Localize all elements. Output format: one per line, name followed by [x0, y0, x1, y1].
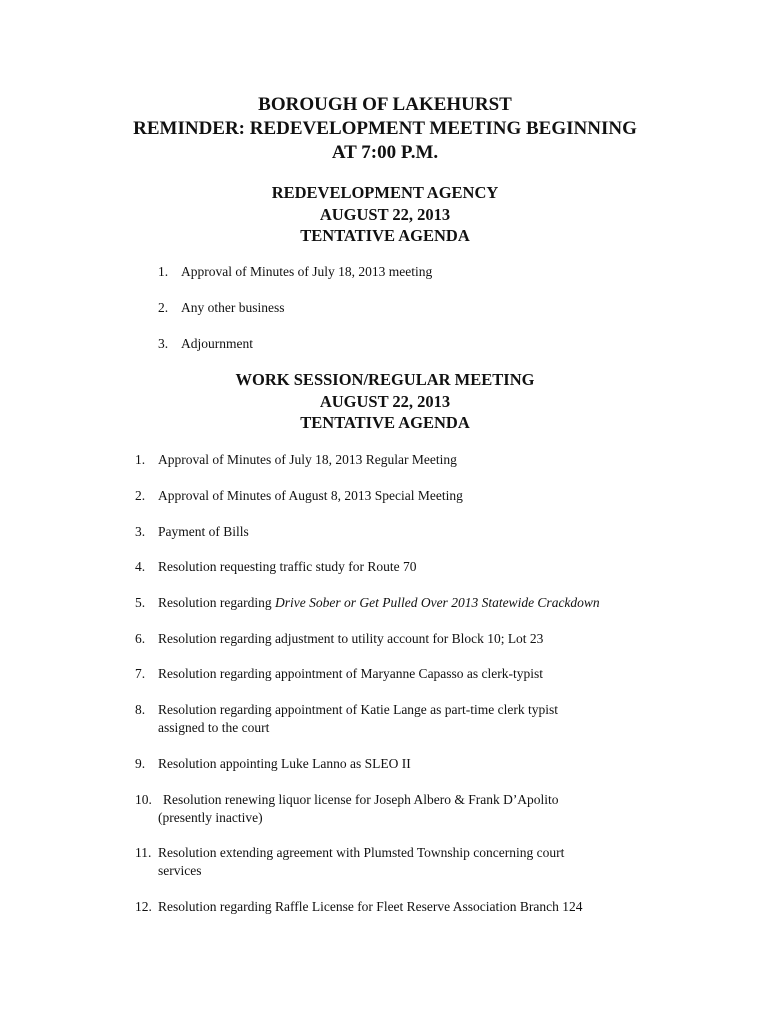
- item-number: 6.: [135, 631, 146, 646]
- item-number: 1.: [135, 452, 146, 467]
- item-text-continuation: services: [158, 863, 202, 878]
- title-line-2: REMINDER: REDEVELOPMENT MEETING BEGINNING: [133, 118, 637, 139]
- item-number: 8.: [135, 702, 146, 717]
- title-line-1: BOROUGH OF LAKEHURST: [258, 94, 512, 115]
- title-line-3: AT 7:00 P.M.: [331, 142, 439, 163]
- item-text: Resolution extending agreement with Plumsted Township concerning court: [158, 845, 565, 860]
- work-session-heading-line-3: TENTATIVE AGENDA: [300, 413, 470, 432]
- item-number: 3.: [135, 524, 146, 539]
- item-number: 11.: [135, 845, 152, 860]
- item-number: 2.: [135, 488, 146, 503]
- document-title: [0, 93, 770, 165]
- item-number: 12.: [135, 899, 152, 914]
- item-text: Resolution regarding appointment of Katie Lange as part-time clerk typist: [158, 702, 559, 717]
- item-number: 4.: [135, 559, 146, 574]
- redevelopment-heading-line-1: REDEVELOPMENT AGENCY: [271, 183, 499, 202]
- item-text-continuation: assigned to the court: [158, 720, 270, 735]
- redevelopment-heading-line-2: AUGUST 22, 2013: [319, 204, 451, 224]
- item-text: Adjournment: [181, 336, 253, 351]
- work-session-agenda-list: [135, 451, 675, 921]
- work-session-heading-line-1: WORK SESSION/REGULAR MEETING: [235, 370, 535, 389]
- item-italic-title: Drive Sober or Get Pulled Over 2013 Statewide Crackdown: [274, 595, 600, 610]
- item-text: Resolution renewing liquor license for Joseph Albero & Frank D’Apolito: [163, 792, 559, 807]
- item-number: 1.: [158, 264, 169, 279]
- redevelopment-heading-line-3: TENTATIVE AGENDA: [300, 226, 470, 245]
- item-number: 10.: [135, 792, 152, 807]
- redevelopment-agenda-list: [158, 263, 578, 353]
- item-number: 7.: [135, 666, 146, 681]
- item-number: 3.: [158, 336, 169, 351]
- item-text: Any other business: [181, 300, 285, 315]
- item-text: Approval of Minutes of August 8, 2013 Special Meeting: [158, 488, 463, 503]
- redevelopment-heading: [0, 182, 770, 247]
- item-text: Resolution regarding adjustment to utility account for Block 10; Lot 23: [158, 631, 544, 646]
- item-text: Approval of Minutes of July 18, 2013 meeting: [181, 264, 433, 279]
- item-number: 5.: [135, 595, 146, 610]
- work-session-heading-line-2: AUGUST 22, 2013: [319, 391, 451, 411]
- item-text-continuation: (presently inactive): [158, 810, 263, 825]
- item-number: 2.: [158, 300, 169, 315]
- item-text: Approval of Minutes of July 18, 2013 Regular Meeting: [158, 452, 457, 467]
- item-number: 9.: [135, 756, 146, 771]
- item-text: Resolution regarding Raffle License for Fleet Reserve Association Branch 124: [158, 899, 583, 914]
- item-text: Payment of Bills: [158, 524, 249, 539]
- item-text: Resolution requesting traffic study for Route 70: [158, 559, 417, 574]
- item-text-with-italic: [158, 594, 600, 612]
- item-text: Resolution appointing Luke Lanno as SLEO II: [158, 756, 411, 771]
- item-text: Resolution regarding: [158, 595, 275, 610]
- item-text: Resolution regarding appointment of Maryanne Capasso as clerk-typist: [158, 666, 544, 681]
- work-session-heading: [0, 369, 770, 434]
